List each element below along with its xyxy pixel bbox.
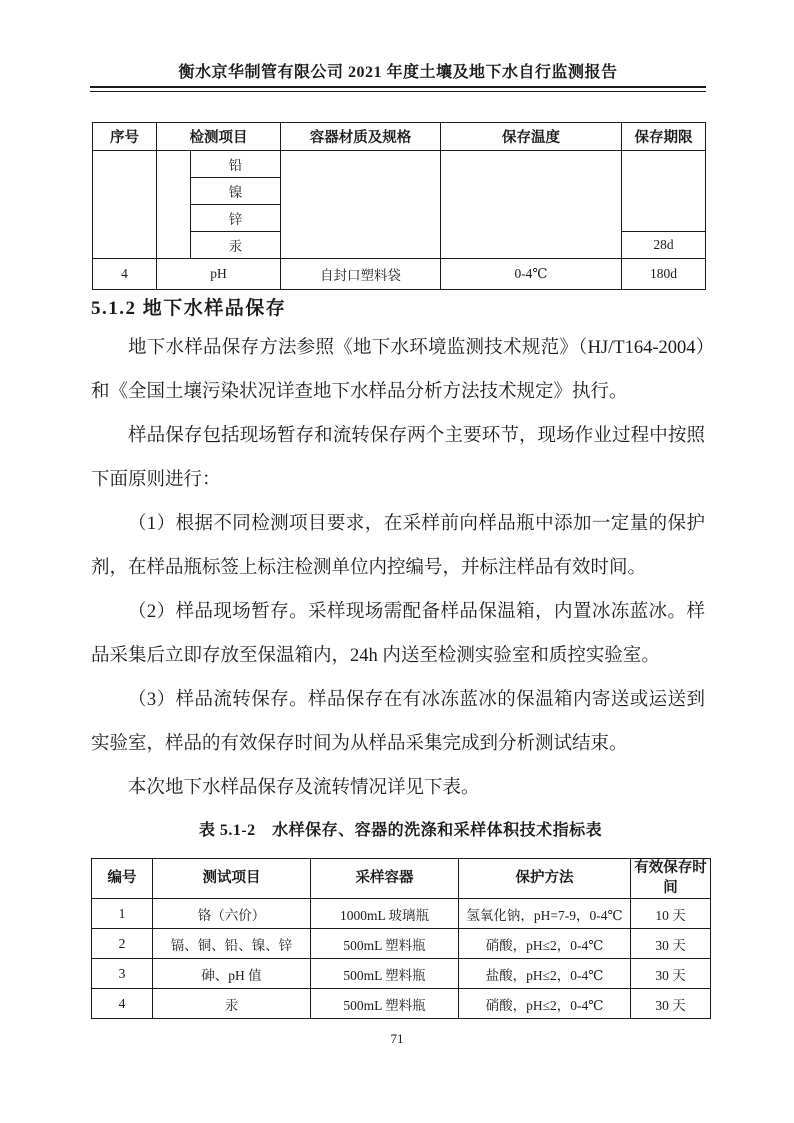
t2-row-3 [92, 959, 711, 989]
t1-item-lead: 铅 [191, 151, 281, 178]
t1-header-no: 序号 [93, 123, 157, 151]
paragraph-overview: 样品保存包括现场暂存和流转保存两个主要环节，现场作业过程中按照下面原则进行： [91, 426, 705, 490]
header-double-rule [90, 86, 706, 92]
t1-header-row [93, 123, 706, 151]
t2-cell-no: 2 [92, 929, 153, 959]
paragraph-reference: 地下水样品保存方法参照《地下水环境监测技术规范》（HJ/T164-2004）和《全国土壤污染状况详查地下水样品分析方法技术规定》执行。 [91, 338, 705, 402]
page-header-title: 衡水京华制管有限公司 2021 年度土壤及地下水自行监测报告 [178, 64, 618, 81]
paragraph-rule-3: （3）样品流转保存。样品保存在有冰冻蓝冰的保温箱内寄送或运送到实验室，样品的有效保存时间为从样品采集完成到分析测试结束。 [91, 690, 705, 754]
t1-ph-temperature: 0-4℃ [441, 259, 622, 290]
t2-cell-protection: 盐酸，pH≤2，0-4℃ [459, 959, 631, 989]
body-paragraphs [91, 326, 705, 810]
t2-cell-container: 500mL 塑料瓶 [311, 929, 459, 959]
t1-header-container: 容器材质及规格 [281, 123, 441, 151]
table-caption: 表 5.1-2 水样保存、容器的洗涤和采样体积技术指标表 [198, 822, 603, 839]
paragraph-rule-1: （1）根据不同检测项目要求，在采样前向样品瓶中添加一定量的保护剂，在样品瓶标签上标注检测单位内控编号，并标注样品有效时间。 [91, 514, 705, 578]
t2-cell-no: 4 [92, 989, 153, 1019]
t2-cell-no: 3 [92, 959, 153, 989]
t2-cell-item: 砷、pH 值 [153, 959, 311, 989]
t1-header-temperature: 保存温度 [441, 123, 622, 151]
t2-header-row [92, 859, 711, 899]
t1-temperature-cell-empty [441, 151, 622, 259]
t2-row-2 [92, 929, 711, 959]
page-number: 71 [390, 1031, 404, 1046]
t1-header-period: 保存期限 [622, 123, 706, 151]
t1-period-cell-empty [622, 151, 706, 232]
t2-cell-protection: 硝酸，pH≤2，0-4℃ [459, 929, 631, 959]
t2-header-item: 测试项目 [153, 859, 311, 899]
t1-container-cell-empty [281, 151, 441, 259]
t1-ph-no: 4 [93, 259, 157, 290]
t1-ph-period: 180d [622, 259, 706, 290]
t2-cell-container: 500mL 塑料瓶 [311, 989, 459, 1019]
t2-header-protection: 保护方法 [459, 859, 631, 899]
t2-header-holdtime: 有效保存时间 [631, 859, 711, 899]
t1-no-cell-empty [93, 151, 157, 259]
sample-preservation-table [92, 122, 706, 290]
t1-item-mercury: 汞 [191, 232, 281, 259]
t2-row-1 [92, 899, 711, 929]
t1-ph-container: 自封口塑料袋 [281, 259, 441, 290]
t2-row-4 [92, 989, 711, 1019]
section-heading: 5.1.2 地下水样品保存 [91, 298, 287, 319]
t2-cell-holdtime: 30 天 [631, 989, 711, 1019]
t1-group-cell-empty [157, 151, 191, 259]
t2-cell-protection: 氢氧化钠，pH=7-9，0-4℃ [459, 899, 631, 929]
paragraph-rule-2: （2）样品现场暂存。采样现场需配备样品保温箱，内置冰冻蓝冰。样品采集后立即存放至保温箱内，24h 内送至检测实验室和质控实验室。 [91, 602, 705, 666]
t2-header-container: 采样容器 [311, 859, 459, 899]
t2-cell-item: 镉、铜、铅、镍、锌 [153, 929, 311, 959]
t2-cell-holdtime: 10 天 [631, 899, 711, 929]
water-sample-spec-table [91, 858, 711, 1019]
paragraph-table-intro: 本次地下水样品保存及流转情况详见下表。 [128, 778, 480, 798]
t1-period-mercury: 28d [622, 232, 706, 259]
t2-cell-container: 1000mL 玻璃瓶 [311, 899, 459, 929]
t2-cell-container: 500mL 塑料瓶 [311, 959, 459, 989]
t1-row-lead [93, 151, 706, 178]
t2-cell-item: 汞 [153, 989, 311, 1019]
t2-header-no: 编号 [92, 859, 153, 899]
t1-item-zinc: 锌 [191, 205, 281, 232]
t2-cell-holdtime: 30 天 [631, 929, 711, 959]
t2-cell-item: 铬（六价） [153, 899, 311, 929]
t2-cell-holdtime: 30 天 [631, 959, 711, 989]
t1-item-nickel: 镍 [191, 178, 281, 205]
t1-header-item: 检测项目 [157, 123, 281, 151]
t2-cell-no: 1 [92, 899, 153, 929]
t1-ph-item: pH [157, 259, 281, 290]
t1-row-ph [93, 259, 706, 290]
t2-cell-protection: 硝酸，pH≤2，0-4℃ [459, 989, 631, 1019]
